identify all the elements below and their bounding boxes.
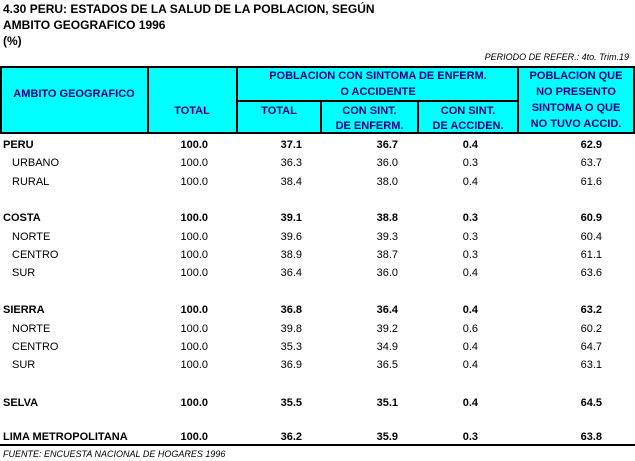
cell-no: 63.8 <box>580 431 602 443</box>
cell-c-total: 38.4 <box>280 176 302 188</box>
header-no-line2: NO PRESENTO <box>536 86 616 98</box>
cell-total: 100.0 <box>180 176 208 188</box>
header-sub-acc-line1: CON SINT. <box>440 105 496 117</box>
cell-no: 64.5 <box>580 397 602 409</box>
cell-c-total: 38.9 <box>280 249 302 261</box>
cell-c-total: 36.2 <box>280 431 302 443</box>
cell-c-enf: 35.9 <box>376 431 398 443</box>
cell-c-acc: 0.3 <box>462 249 478 261</box>
cell-c-enf: 36.0 <box>376 157 398 169</box>
table-row <box>0 210 635 228</box>
header-divider <box>147 66 149 134</box>
cell-c-total: 36.3 <box>280 157 302 169</box>
cell-c-enf: 36.4 <box>376 304 398 316</box>
cell-c-total: 39.8 <box>280 323 302 335</box>
cell-no: 64.7 <box>580 341 602 353</box>
header-sub-enf-line1: CON SINT. <box>342 105 397 117</box>
table-row <box>0 155 635 173</box>
cell-c-acc: 0.3 <box>462 431 478 443</box>
row-label: NORTE <box>12 323 51 335</box>
table-title-line1: 4.30 PERU: ESTADOS DE LA SALUD DE LA POBLACION, SEGÚN <box>3 2 375 16</box>
table-unit: (%) <box>3 34 22 48</box>
source-note: FUENTE: ENCUESTA NACIONAL DE HOGARES 1996 <box>3 449 226 459</box>
cell-no: 63.2 <box>580 304 602 316</box>
cell-no: 63.1 <box>580 359 602 371</box>
cell-total: 100.0 <box>180 157 208 169</box>
cell-no: 62.9 <box>580 139 602 151</box>
cell-total: 100.0 <box>180 359 208 371</box>
row-label: SIERRA <box>3 304 45 316</box>
header-group-line2: O ACCIDENTE <box>340 86 416 98</box>
cell-c-enf: 38.7 <box>376 249 398 261</box>
table-row <box>0 339 635 357</box>
header-sub-total: TOTAL <box>261 105 297 117</box>
table-row <box>0 321 635 339</box>
cell-no: 60.2 <box>580 323 602 335</box>
cell-c-acc: 0.3 <box>462 231 478 243</box>
cell-c-total: 36.8 <box>280 304 302 316</box>
header-divider <box>236 100 519 102</box>
row-label: SUR <box>12 359 36 371</box>
cell-c-enf: 38.0 <box>376 176 398 188</box>
cell-c-enf: 36.7 <box>376 139 398 151</box>
cell-c-acc: 0.6 <box>462 323 478 335</box>
header-ambito: AMBITO GEOGRAFICO <box>13 88 135 100</box>
cell-c-acc: 0.4 <box>462 397 478 409</box>
table-bottom-rule <box>0 444 635 446</box>
cell-no: 60.9 <box>580 212 602 224</box>
cell-c-total: 36.9 <box>280 359 302 371</box>
cell-c-total: 39.1 <box>280 212 302 224</box>
cell-c-enf: 34.9 <box>376 341 398 353</box>
cell-c-enf: 36.0 <box>376 267 398 279</box>
reference-period: PERIODO DE REFER.: 4to. Trim.19 <box>484 52 629 62</box>
cell-c-enf: 39.3 <box>376 231 398 243</box>
cell-no: 60.4 <box>580 231 602 243</box>
cell-c-acc: 0.4 <box>462 359 478 371</box>
table-title-line2: AMBITO GEOGRAFICO 1996 <box>3 18 166 32</box>
cell-total: 100.0 <box>180 304 208 316</box>
cell-c-acc: 0.4 <box>462 341 478 353</box>
cell-c-acc: 0.3 <box>462 212 478 224</box>
cell-no: 61.6 <box>580 176 602 188</box>
cell-c-acc: 0.4 <box>462 176 478 188</box>
row-label: CENTRO <box>12 249 59 261</box>
header-group-line1: POBLACION CON SINTOMA DE ENFERM. <box>269 70 487 82</box>
cell-c-total: 36.4 <box>280 267 302 279</box>
cell-c-total: 37.1 <box>280 139 302 151</box>
header-sub-acc-line2: DE ACCIDEN. <box>432 120 504 132</box>
cell-total: 100.0 <box>180 249 208 261</box>
row-label: URBANO <box>12 157 60 169</box>
cell-c-enf: 39.2 <box>376 323 398 335</box>
cell-total: 100.0 <box>180 323 208 335</box>
table-row <box>0 357 635 375</box>
cell-c-acc: 0.4 <box>462 267 478 279</box>
cell-total: 100.0 <box>180 341 208 353</box>
row-label: PERU <box>3 139 34 151</box>
header-no-line1: POBLACION QUE <box>529 70 623 82</box>
cell-c-enf: 36.5 <box>376 359 398 371</box>
row-label: NORTE <box>12 231 51 243</box>
cell-c-total: 35.5 <box>280 397 302 409</box>
cell-c-acc: 0.3 <box>462 157 478 169</box>
cell-c-acc: 0.4 <box>462 304 478 316</box>
cell-c-enf: 35.1 <box>376 397 398 409</box>
cell-c-total: 39.6 <box>280 231 302 243</box>
cell-c-enf: 38.8 <box>376 212 398 224</box>
table-row <box>0 265 635 283</box>
table-row <box>0 302 635 320</box>
table-row <box>0 395 635 413</box>
cell-total: 100.0 <box>180 431 208 443</box>
cell-no: 63.7 <box>580 157 602 169</box>
table-row <box>0 247 635 265</box>
cell-total: 100.0 <box>180 212 208 224</box>
cell-no: 63.6 <box>580 267 602 279</box>
cell-c-acc: 0.4 <box>462 139 478 151</box>
cell-total: 100.0 <box>180 397 208 409</box>
cell-c-total: 35.3 <box>280 341 302 353</box>
table-row <box>0 137 635 155</box>
header-sub-enf-line2: DE ENFERM. <box>335 120 404 132</box>
header-no-line4: NO TUVO ACCID. <box>530 118 622 130</box>
table-row <box>0 174 635 192</box>
table-row <box>0 229 635 247</box>
row-label: CENTRO <box>12 341 59 353</box>
cell-total: 100.0 <box>180 231 208 243</box>
header-no-line3: SINTOMA O QUE <box>531 102 621 114</box>
cell-total: 100.0 <box>180 139 208 151</box>
header-total: TOTAL <box>174 105 210 117</box>
row-label: COSTA <box>3 212 41 224</box>
row-label: SUR <box>12 267 36 279</box>
row-label: RURAL <box>12 176 50 188</box>
row-label: SELVA <box>3 397 39 409</box>
cell-total: 100.0 <box>180 267 208 279</box>
row-label: LIMA METROPOLITANA <box>3 431 128 443</box>
cell-no: 61.1 <box>580 249 602 261</box>
